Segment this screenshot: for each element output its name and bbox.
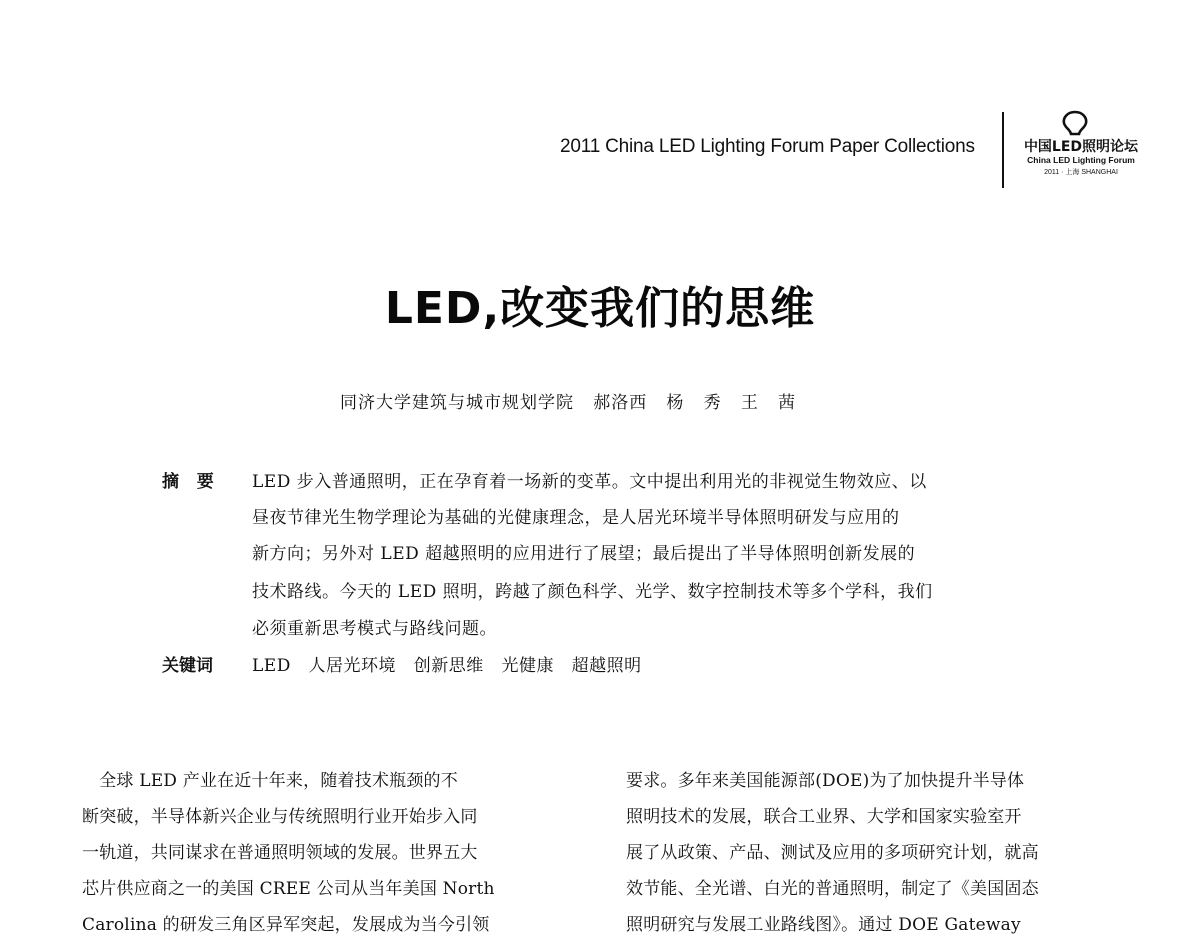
abstract-line: 昼夜节律光生物学理论为基础的光健康理念，是人居光环境半导体照明研发与应用的 xyxy=(252,508,900,528)
keywords-text: LED 人居光环境 创新思维 光健康 超越照明 xyxy=(252,656,642,676)
abstract-label: 摘 要 xyxy=(162,472,214,492)
lightbulb-icon xyxy=(1060,110,1090,138)
body-text-line: 断突破，半导体新兴企业与传统照明行业开始步入同 xyxy=(82,807,478,827)
logo-subtitle: 2011 · 上海 SHANGHAI xyxy=(1044,169,1118,176)
body-text-line: 要求。多年来美国能源部(DOE)为了加快提升半导体 xyxy=(626,771,1025,791)
body-text-line: Carolina 的研发三角区异军突起，发展成为当今引领 xyxy=(82,915,490,935)
abstract-line: 新方向；另外对 LED 超越照明的应用进行了展望；最后提出了半导体照明创新发展的 xyxy=(252,544,916,564)
body-text-line: 一轨道，共同谋求在普通照明领域的发展。世界五大 xyxy=(82,843,478,863)
body-text-line: 效节能、全光谱、白光的普通照明，制定了《美国固态 xyxy=(626,879,1039,899)
forum-logo xyxy=(1016,110,1146,190)
logo-chinese-text: 中国LED照明论坛 xyxy=(1023,139,1139,155)
abstract-line: 技术路线。今天的 LED 照明，跨越了颜色科学、光学、数字控制技术等多个学科，我们 xyxy=(252,582,933,602)
abstract-line: 必须重新思考模式与路线问题。 xyxy=(252,619,497,639)
body-text-line: 全球 LED 产业在近十年来，随着技术瓶颈的不 xyxy=(82,771,458,791)
logo-english-text: China LED Lighting Forum xyxy=(1027,155,1135,165)
paper-title: LED,改变我们的思维 xyxy=(384,283,816,334)
body-text-line: 照明技术的发展，联合工业界、大学和国家实验室开 xyxy=(626,807,1022,827)
keywords-label: 关键词 xyxy=(162,656,213,676)
body-text-line: 照明研究与发展工业路线图》。通过 DOE Gateway xyxy=(626,915,1021,935)
body-text-line: 展了从政策、产品、测试及应用的多项研究计划，就高 xyxy=(626,843,1039,863)
collection-title: 2011 China LED Lighting Forum Paper Collections xyxy=(560,136,975,157)
abstract-line: LED 步入普通照明，正在孕育着一场新的变革。文中提出利用光的非视觉生物效应、以 xyxy=(252,472,927,492)
author-affiliation-line: 同济大学建筑与城市规划学院 郝洛西 杨 秀 王 茜 xyxy=(340,393,797,413)
header-divider xyxy=(1002,112,1004,188)
body-text-line: 芯片供应商之一的美国 CREE 公司从当年美国 North xyxy=(82,879,495,899)
